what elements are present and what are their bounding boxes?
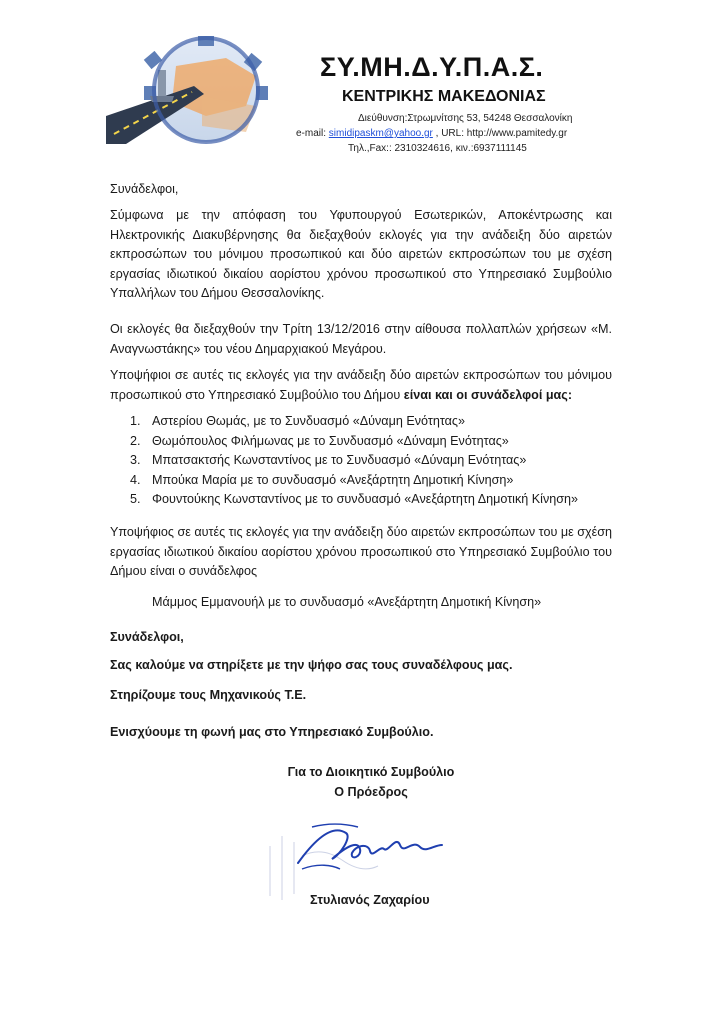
candidate-text: Θωμόπουλος Φιλήμωνας με το Συνδυασμό «Δύναμη Ενότητας» (152, 433, 509, 448)
list-number: 3. (130, 453, 141, 467)
list-item (130, 451, 578, 471)
address-line: Διεύθυνση:Στρωμνίτσης 53, 54248 Θεσσαλονίκη (358, 113, 573, 124)
list-number: 5. (130, 492, 141, 506)
phone-line (348, 143, 527, 154)
list-item (130, 471, 578, 491)
list-item (130, 412, 578, 432)
paragraph-election-date: Οι εκλογές θα διεξαχθούν την Τρίτη 13/12/2016 στην αίθουσα πολλαπλών χρήσεων «Μ. Αναγνωστάκης» του νέου Δημαρχιακού Μεγάρου. (110, 322, 612, 356)
candidate-text: Φουντούκης Κωνσταντίνος με το συνδυασμό «Ανεξάρτητη Δημοτική Κίνηση» (152, 492, 579, 506)
url-text: , URL: http://www.pamitedy.gr (435, 128, 568, 139)
list-number: 2. (130, 433, 141, 448)
call-to-vote: Σας καλούμε να στηρίξετε με την ψήφο σας τους συναδέλφους μας. (110, 658, 513, 672)
strengthen-statement: Ενισχύουμε τη φωνή μας στο Υπηρεσιακό Συμβούλιο. (110, 725, 434, 739)
signature-block (286, 762, 456, 802)
signature-role-line: Ο Πρόεδρος (334, 785, 408, 799)
support-statement: Στηρίζουμε τους Μηχανικούς Τ.Ε. (110, 688, 307, 702)
organization-title: ΣΥ.ΜΗ.Δ.Υ.Π.Α.Σ. (320, 52, 544, 82)
closing-greeting: Συνάδελφοι, (110, 630, 184, 644)
phone-fax: Τηλ.,Fax:: 2310324616, (348, 143, 453, 154)
candidate-list (130, 412, 578, 510)
paragraph-candidates-intro (110, 366, 612, 405)
list-number: 4. (130, 472, 141, 487)
private-law-candidate: Μάμμος Εμμανουήλ με το συνδυασμό «Ανεξάρτητη Δημοτική Κίνηση» (152, 595, 542, 609)
list-number: 1. (130, 414, 141, 428)
paragraph-private-law-candidate: Υποψήφιος σε αυτές τις εκλογές για την ανάδειξη δύο αιρετών εκπροσώπων του με σχέση εργασίας ιδιωτικού δικαίου αορίστου χρόνου προσωπικού στο Υπηρεσιακό Συμβούλιο του Δήμου είναι ο συνάδελφος (110, 525, 612, 578)
candidates-intro-emphasis: είναι και οι συνάδελφοί μας: (403, 387, 573, 402)
organization-logo (106, 36, 308, 144)
mobile-phone: κιν.:6937111145 (455, 143, 527, 154)
list-item (130, 490, 578, 510)
signature-board-line: Για το Διοικητικό Συμβούλιο (287, 765, 455, 779)
candidate-text: Μπατσακτσής Κωνσταντίνος με το Συνδυασμό «Δύναμη Ενότητας» (152, 453, 527, 467)
candidate-text: Μπούκα Μαρία με το συνδυασμό «Ανεξάρτητη Δημοτική Κίνηση» (152, 472, 514, 487)
handwritten-signature (288, 815, 448, 875)
paragraph-elections-announcement: Σύμφωνα με την απόφαση του Υφυπουργού Εσωτερικών, Αποκέντρωσης και Ηλεκτρονικής Διακυβέρνησης θα διεξαχθούν εκλογές για την ανάδειξη δύο αιρετών εκπροσώπων του μόνιμου προσωπικού και δύο αιρετών εκπροσώπων του με σχέση εργασίας ιδιωτικού δικαίου αορίστου χρόνου προσωπικού στο Υπηρεσιακό Συμβούλιο Υπαλλήλων του Δήμου Θεσσαλονίκης. (110, 208, 612, 300)
contact-line (296, 128, 567, 139)
candidates-intro-text: Υποψήφιοι σε αυτές τις εκλογές για την ανάδειξη δύο αιρετών εκπροσώπων του μόνιμου προσωπικού στο Υπηρεσιακό Συμβούλιο του Δήμου (110, 368, 612, 402)
greeting: Συνάδελφοι, (110, 182, 179, 196)
signatory-name: Στυλιανός Ζαχαρίου (310, 893, 430, 907)
email-label: e-mail: (296, 128, 327, 139)
organization-subtitle: ΚΕΝΤΡΙΚΗΣ ΜΑΚΕΔΟΝΙΑΣ (342, 88, 546, 105)
list-item (130, 432, 578, 452)
email-link[interactable]: simidipaskm@yahoo.gr (328, 128, 433, 139)
candidate-text: Αστερίου Θωμάς, με το Συνδυασμό «Δύναμη Ενότητας» (152, 414, 465, 428)
